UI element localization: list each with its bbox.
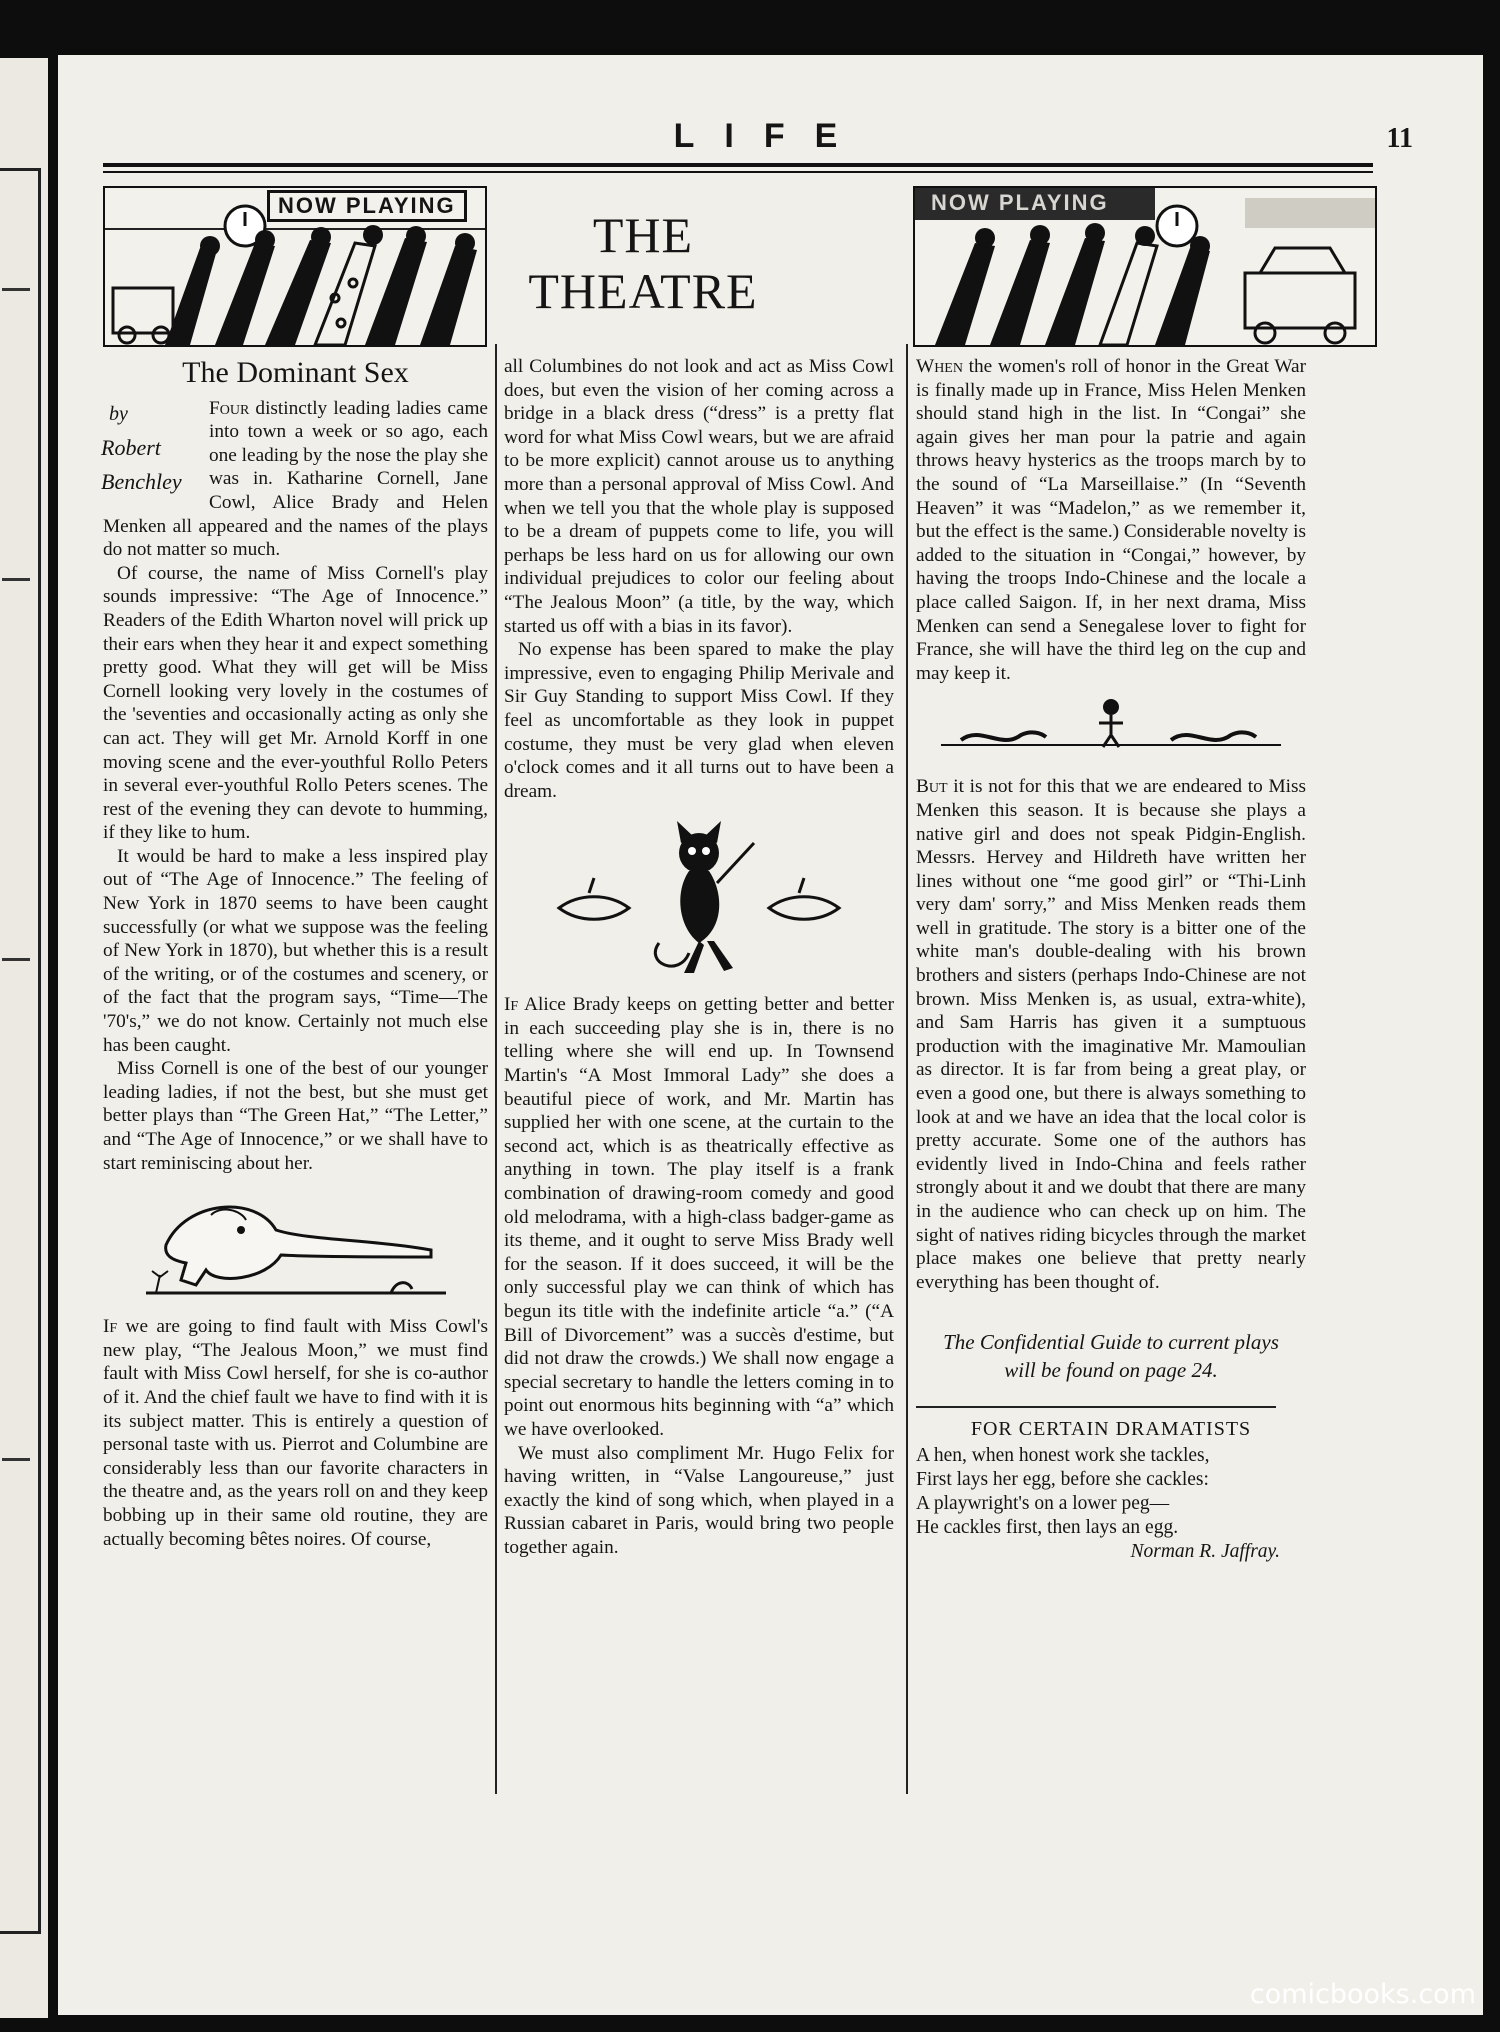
byline bbox=[101, 397, 201, 499]
guide-line-1: The Confidential Guide to current plays bbox=[943, 1330, 1279, 1355]
cat-and-birds-illustration bbox=[549, 813, 849, 983]
column-1 bbox=[103, 355, 488, 1551]
paragraph: Miss Cornell is one of the best of our younger leading ladies, if not the best, but she must get better plays than “The Green Hat,” “The Letter,” and “The Age of Innocence,” or we shall have to start reminiscing about her. bbox=[103, 1058, 488, 1174]
header-rule-thin bbox=[103, 171, 1373, 173]
section-title-line-1: THE bbox=[592, 207, 694, 263]
paragraph-text: it is not for this that we are endeared to Miss Menken this season. It is because she plays a native girl and does not speak Pidgin-English. Messrs. Hervey and Hildreth have written her lines without one “me good girl” or “Thi-Linh very dam' sorry,” and Miss Menken reads them well in gratitude. The story is a bitter one of the white man's double-dealing with his brown brothers and sisters (perhaps Indo-Chinese are not brown. Miss Menken is, as usual, extra-white), and Sam Harris has given it a sumptuous production with the imaginative Mr. Mamoulian as director. It is far from being a great play, or even a good one, but there is always something to look at and we have an idea that the local color is pretty accurate. Some one of the authors has evidently lived in Indo-China and feels rather strongly about it and we doubt that there are many in the audience who can check up on him. The sight of natives riding bicycles through the market place makes one believe that pretty nearly everything has been thought of. bbox=[916, 776, 1306, 1293]
drop-lead: Four bbox=[209, 397, 250, 419]
page-number: 11 bbox=[1386, 123, 1413, 154]
poem-author: Norman R. Jaffray. bbox=[1130, 1540, 1280, 1562]
column-3 bbox=[916, 355, 1306, 1564]
drop-lead: If bbox=[504, 994, 519, 1016]
previous-page-mark bbox=[2, 578, 30, 581]
previous-page-mark bbox=[2, 958, 30, 961]
paragraph-text: distinctly leading ladies came into town a week or so ago, each one leading by the nose the play she was in. Katharine Cornell, Jane Cowl, Alice Brady and Helen Menken all appeared and the names of the plays do not matter so much. bbox=[103, 397, 488, 561]
drop-lead: But bbox=[916, 776, 948, 798]
author-first-name: Robert bbox=[101, 434, 161, 460]
byline-by: by bbox=[109, 402, 128, 425]
drop-lead: When bbox=[916, 356, 963, 377]
previous-page-mark bbox=[2, 288, 30, 291]
now-playing-illustration-right bbox=[913, 186, 1377, 347]
paragraph: all Columbines do not look and act as Miss Cowl does, but even the vision of her coming across a bridge in a black dress (“dress” is a pretty flat word for what Miss Cowl wears, but we are afraid to be more explicit) cannot arouse us to anything more than a personal approval of Miss Cowl. And when we tell you that the whole play is supposed to be a dream of puppets come to life, you will perhaps be less hard on us for allowing our own individual prejudices to color our feeling about “The Jealous Moon” (a title, by the way, which started us off with a bias in its favor). bbox=[504, 356, 894, 637]
guide-line-2: will be found on page 24. bbox=[1004, 1358, 1218, 1383]
header-rule-thick bbox=[103, 163, 1373, 167]
paragraph-text: Alice Brady keeps on getting better and better in each succeeding play she is in, there is no telling where she will end up. In Townsend Martin's “A Most Immoral Lady” she does a beautiful piece of work, and Mr. Martin has supplied her with one scene, at the curtain to the second act, which is as theatrically effective as anything in town. The play itself is a frank combination of drawing-room comedy and good old melodrama, with a high-class badger-game as its theme, and it ought to serve Miss Brady well for the season. If it does succeed, it will be the only successful play we can think of which has begun its title with the indefinite article “a.” (“A Bill of Divorcement” was a succès d'estime, but did not draw the crowds.) We shall now engage a special secretary to handle the letters coming in to point out enormous hits beginning with “a” which we have overlooked. bbox=[504, 994, 894, 1440]
paragraph: Of course, the name of Miss Cornell's play sounds impressive: “The Age of Innocence.” Readers of the Edith Wharton novel will prick up their ears when they hear it and expect something pretty good. What they will get will be Miss Cornell looking very lovely in the costumes of the 'seventies and occasionally acting as only she can act. They will get Mr. Arnold Korff in one moving scene and the ever-youthful Rollo Peters in several ever-youthful Rollo Peters scenes. The rest of the evening they can devote to humming, if they like to hum. bbox=[103, 562, 488, 844]
paragraph: No expense has been spared to make the play impressive, even to engaging Philip Merivale and Sir Guy Standing to support Miss Cowl. If they feel as uncomfortable as they look in puppet costume, they must be very glad when eleven o'clock comes and it all turns out to have been a dream. bbox=[504, 639, 894, 802]
paragraph: It would be hard to make a less inspired play out of “The Age of Innocence.” The feeling of New York in 1870 seems to have been caught successfully (or what we suppose was the feeling of New York in 1870), but whether this is a result of the writing, or of the costumes and scenery, or of the fact that the program says, “Time—The '70's,” we do not know. Certainly not much else has been caught. bbox=[103, 845, 488, 1056]
paragraph-text: we are going to find fault with Miss Cowl's new play, “The Jealous Moon,” we must find fault with Miss Cowl herself, for she is co-author of it. And the chief fault we have to find with it is its subject matter. This is entirely a question of personal taste with us. Pierrot and Columbine are considerably less than our favorite characters in the theatre and, as the years roll on and they keep bobbing up in their same old routine, they are actually becoming bêtes noires. Of course, bbox=[103, 1316, 488, 1550]
paragraph: We must also compliment Mr. Hugo Felix for having written, in “Valse Langoureuse,” just exactly the kind of song which, when played in a Russian cabaret in Paris, would bring two people together again. bbox=[504, 1442, 894, 1558]
masthead-title: LIFE bbox=[673, 117, 868, 155]
author-last-name: Benchley bbox=[101, 468, 182, 494]
section-title bbox=[483, 207, 803, 319]
poem-title: FOR CERTAIN DRAMATISTS bbox=[970, 1418, 1252, 1441]
poem-line: First lays her egg, before she cackles: bbox=[916, 1468, 1209, 1490]
now-playing-sign-right: NOW PLAYING bbox=[923, 190, 1117, 216]
magazine-page bbox=[58, 55, 1483, 2015]
watermark: comicbooks.com bbox=[1249, 1979, 1476, 2010]
previous-page-frame bbox=[0, 168, 41, 1934]
article-title: The Dominant Sex bbox=[182, 356, 409, 389]
confidential-guide-note bbox=[916, 1328, 1306, 1384]
paragraph bbox=[916, 355, 1306, 685]
drop-lead: If bbox=[103, 1316, 118, 1338]
previous-page-edge bbox=[0, 58, 48, 2018]
previous-page-mark bbox=[2, 1458, 30, 1461]
poem-line: He cackles first, then lays an egg. bbox=[916, 1516, 1179, 1538]
poem-divider bbox=[916, 1406, 1276, 1408]
poem-line: A playwright's on a lower peg— bbox=[916, 1492, 1170, 1514]
now-playing-illustration-left bbox=[103, 186, 487, 347]
elephant-illustration bbox=[146, 1185, 446, 1305]
paragraph-text: the women's roll of honor in the Great War is finally made up in France, Miss Helen Menken should stand high in the list. In “Congai” she again gives her man pour la patrie and again throws heavy hysterics as the troops march by to the sound of “La Marseillaise.” (In “Seventh Heaven” it was “Madelon,” as we remember it, but the effect is the same.) Considerable novelty is added to the situation in “Congai,” however, by having the troops Indo-Chinese and the locale a place called Saigon. If, in her next drama, Miss Menken can send a Senegalese lover to fight for France, she will have the third leg on the cup and may keep it. bbox=[916, 356, 1306, 684]
column-divider bbox=[906, 344, 908, 1794]
section-title-line-2: THEATRE bbox=[528, 263, 758, 319]
paragraph bbox=[916, 775, 1306, 1294]
column-divider bbox=[495, 344, 497, 1794]
paragraph bbox=[103, 1315, 488, 1551]
snakes-and-figure-illustration bbox=[921, 695, 1301, 765]
column-2 bbox=[504, 355, 894, 1560]
poem-line: A hen, when honest work she tackles, bbox=[916, 1444, 1210, 1466]
now-playing-sign-left: NOW PLAYING bbox=[267, 190, 467, 222]
poem bbox=[916, 1444, 1306, 1540]
paragraph bbox=[504, 993, 894, 1441]
